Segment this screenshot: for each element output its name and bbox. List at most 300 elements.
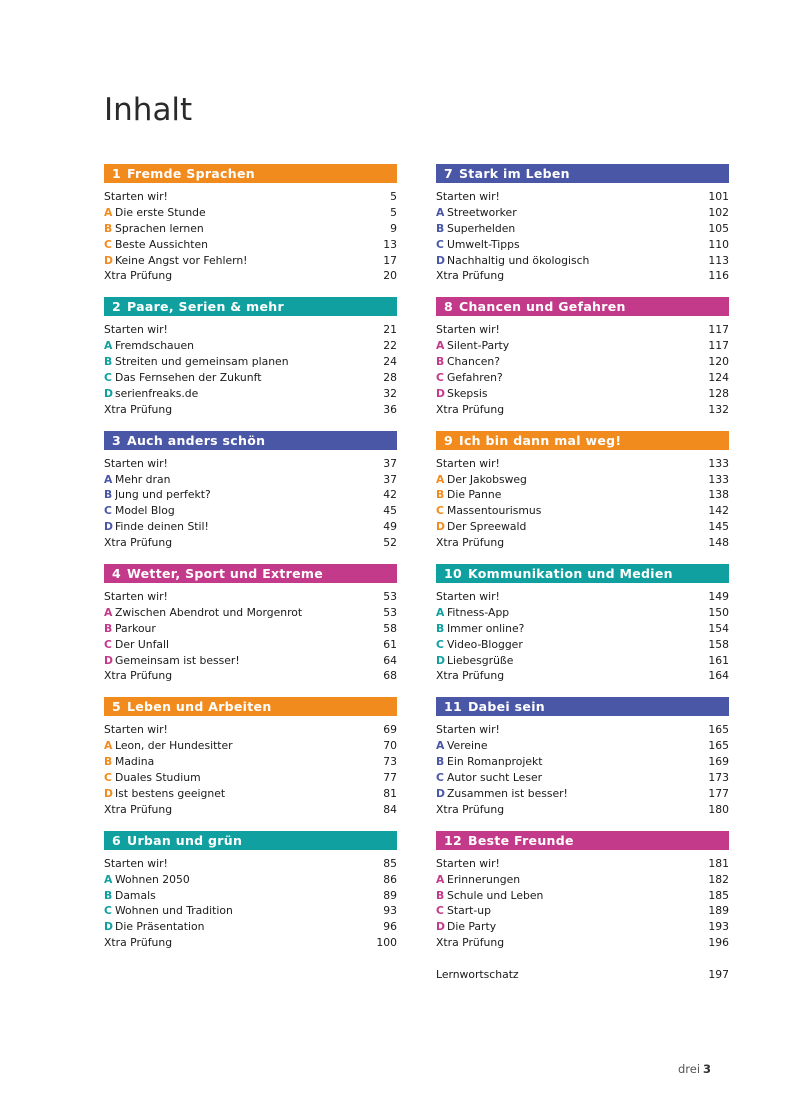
toc-entry[interactable]: [104, 535, 397, 551]
chapter-number: 8: [444, 299, 453, 315]
entry-page: 148: [708, 536, 729, 550]
entry-title: Wohnen 2050: [115, 872, 190, 886]
toc-entry[interactable]: [436, 354, 729, 370]
toc-entry-lernwortschatz[interactable]: [436, 967, 729, 983]
toc-entry[interactable]: [104, 456, 397, 472]
entry-letter: D: [104, 653, 113, 667]
entry-letter: C: [104, 637, 112, 651]
entry-page: 117: [708, 339, 729, 353]
entry-page: 32: [383, 386, 397, 400]
toc-entry[interactable]: [104, 268, 397, 284]
chapter-number: 11: [444, 699, 462, 715]
toc-entry[interactable]: [436, 370, 729, 386]
entry-page: 13: [383, 237, 397, 251]
chapter-number: 3: [112, 432, 121, 448]
entry-title: Vereine: [447, 739, 488, 753]
toc-entry[interactable]: [436, 668, 729, 684]
toc-entry[interactable]: [104, 668, 397, 684]
toc-entry[interactable]: [104, 786, 397, 802]
entry-title: Starten wir!: [436, 456, 500, 470]
entry-page: 49: [383, 520, 397, 534]
toc-entry[interactable]: [436, 621, 729, 637]
entry-title: Sprachen lernen: [115, 221, 204, 235]
entry-page: 189: [708, 904, 729, 918]
entry-title: Ist bestens geeignet: [115, 786, 226, 800]
entry-page: 68: [383, 669, 397, 683]
entry-letter: A: [436, 339, 445, 353]
entry-page: 37: [383, 456, 397, 470]
entry-title: Das Fernsehen der Zukunft: [115, 371, 262, 385]
toc-entry[interactable]: [104, 322, 397, 338]
entry-title: Starten wir!: [436, 856, 500, 870]
entry-title: Xtra Prüfung: [436, 936, 505, 950]
entry-title: Gefahren?: [447, 371, 503, 385]
chapter-number: 12: [444, 832, 462, 848]
entry-page: 77: [383, 771, 397, 785]
entry-letter: B: [104, 355, 113, 369]
entry-page: 73: [383, 755, 397, 769]
entry-letter: A: [436, 739, 445, 753]
entry-title: Massentourismus: [447, 504, 542, 518]
entry-page: 158: [708, 637, 729, 651]
toc-entry[interactable]: [104, 621, 397, 637]
entry-title: Starten wir!: [104, 323, 168, 337]
entry-title: Die Party: [447, 920, 497, 934]
entry-letter: A: [436, 605, 445, 619]
section-chapter-8: [436, 297, 729, 417]
entry-title: Die erste Stunde: [115, 205, 206, 219]
entry-page: 36: [383, 402, 397, 416]
toc-entry[interactable]: [436, 519, 729, 535]
entry-page: 161: [708, 653, 729, 667]
entry-page: 61: [383, 637, 397, 651]
entry-title: Starten wir!: [436, 323, 500, 337]
toc-entry[interactable]: [436, 253, 729, 269]
entry-title: Xtra Prüfung: [104, 936, 173, 950]
chapter-title: Kommunikation und Medien: [468, 566, 673, 582]
chapter-header[interactable]: [104, 564, 397, 583]
entry-title: Streetworker: [447, 205, 517, 219]
entry-letter: B: [436, 355, 445, 369]
chapter-header[interactable]: [104, 164, 397, 183]
chapter-title: Ich bin dann mal weg!: [459, 432, 622, 448]
toc-entry[interactable]: [436, 653, 729, 669]
entry-page: 138: [708, 488, 729, 502]
chapter-title: Dabei sein: [468, 699, 545, 715]
entry-title: Xtra Prüfung: [104, 669, 173, 683]
entry-letter: C: [436, 237, 444, 251]
toc-entry[interactable]: [104, 872, 397, 888]
toc-entry[interactable]: [104, 903, 397, 919]
section-chapter-4: [104, 564, 397, 684]
entry-page: 116: [708, 269, 729, 283]
entry-title: Xtra Prüfung: [104, 402, 173, 416]
toc-entry[interactable]: [436, 605, 729, 621]
toc-column-right: [436, 164, 729, 983]
entry-title: Xtra Prüfung: [436, 402, 505, 416]
page-number: 3: [703, 1062, 712, 1076]
entry-letter: B: [104, 488, 113, 502]
toc-entry[interactable]: [104, 802, 397, 818]
entry-letter: B: [436, 621, 445, 635]
section-chapter-11: [436, 697, 729, 817]
section-chapter-7: [436, 164, 729, 284]
entry-letter: D: [436, 786, 445, 800]
chapter-number: 1: [112, 166, 121, 181]
entry-page: 169: [708, 755, 729, 769]
toc-entry[interactable]: [104, 770, 397, 786]
entry-letter: D: [436, 653, 445, 667]
entry-letter: B: [436, 221, 445, 235]
entry-title: Erinnerungen: [447, 872, 521, 886]
chapter-header[interactable]: [104, 697, 397, 716]
toc-entry[interactable]: [436, 589, 729, 605]
entry-letter: A: [104, 739, 113, 753]
entry-letter: C: [436, 637, 444, 651]
entry-title: Model Blog: [115, 504, 175, 518]
page-title: Inhalt: [104, 92, 193, 128]
chapter-title: Chancen und Gefahren: [459, 299, 626, 315]
page-footer: [678, 1062, 711, 1076]
entry-page: 145: [708, 520, 729, 534]
toc-entry[interactable]: [436, 503, 729, 519]
chapter-number: 5: [112, 699, 121, 715]
entry-page: 133: [708, 472, 729, 486]
entry-title: Zusammen ist besser!: [447, 786, 568, 800]
entry-title: Der Jakobsweg: [447, 472, 527, 486]
entry-page: 22: [383, 339, 397, 353]
entry-page: 173: [708, 771, 729, 785]
entry-page: 128: [708, 386, 729, 400]
entry-title: Xtra Prüfung: [104, 269, 173, 283]
entry-page: 100: [376, 936, 397, 950]
entry-title: Parkour: [115, 621, 156, 635]
toc-entry[interactable]: [436, 535, 729, 551]
entry-title: Starten wir!: [104, 590, 168, 604]
entry-title: Video-Blogger: [447, 637, 523, 651]
entry-title: Xtra Prüfung: [436, 802, 505, 816]
entry-letter: D: [104, 386, 113, 400]
entry-title: Madina: [115, 755, 155, 769]
entry-page: 53: [383, 590, 397, 604]
toc-entry[interactable]: [436, 802, 729, 818]
toc-entry[interactable]: [436, 205, 729, 221]
entry-page: 5: [390, 205, 397, 219]
toc-entry[interactable]: [436, 637, 729, 653]
entry-page: 24: [383, 355, 397, 369]
entry-title: Starten wir!: [104, 456, 168, 470]
entry-letter: B: [104, 221, 113, 235]
entry-page: 69: [383, 723, 397, 737]
entry-title: Lernwortschatz: [436, 968, 519, 982]
entry-letter: B: [104, 621, 113, 635]
entry-title: Streiten und gemeinsam planen: [115, 355, 289, 369]
entry-title: Finde deinen Stil!: [115, 520, 209, 534]
entry-page: 110: [708, 237, 729, 251]
entry-letter: A: [436, 472, 445, 486]
toc-entry[interactable]: [104, 722, 397, 738]
entry-page: 20: [383, 269, 397, 283]
entry-title: Ein Romanprojekt: [447, 755, 543, 769]
toc-entry[interactable]: [436, 754, 729, 770]
chapter-number: 9: [444, 432, 453, 448]
page-number-word: drei: [678, 1062, 701, 1076]
entry-page: 52: [383, 536, 397, 550]
toc-entry[interactable]: [104, 856, 397, 872]
entry-page: 21: [383, 323, 397, 337]
toc-entry[interactable]: [436, 456, 729, 472]
entry-letter: D: [104, 253, 113, 267]
entry-page: 181: [708, 856, 729, 870]
chapter-header[interactable]: [436, 297, 729, 316]
entry-title: Xtra Prüfung: [104, 536, 173, 550]
toc-entry[interactable]: [436, 770, 729, 786]
section-chapter-1: [104, 164, 397, 284]
toc-entry[interactable]: [436, 786, 729, 802]
entry-title: Skepsis: [447, 386, 488, 400]
entry-page: 53: [383, 605, 397, 619]
section-chapter-5: [104, 697, 397, 817]
entry-page: 120: [708, 355, 729, 369]
entry-page: 5: [390, 190, 397, 203]
chapter-number: 10: [444, 566, 462, 582]
entry-letter: B: [436, 755, 445, 769]
toc-entry[interactable]: [436, 386, 729, 402]
entry-title: Der Unfall: [115, 637, 169, 651]
chapter-title: Fremde Sprachen: [127, 166, 255, 181]
entry-title: Umwelt-Tipps: [447, 237, 520, 251]
section-chapter-3: [104, 431, 397, 551]
entry-title: Jung und perfekt?: [115, 488, 211, 502]
chapter-header[interactable]: [436, 831, 729, 850]
toc-entry[interactable]: [104, 221, 397, 237]
entry-page: 89: [383, 888, 397, 902]
entry-title: Silent-Party: [447, 339, 510, 353]
entry-letter: C: [436, 904, 444, 918]
chapter-title: Wetter, Sport und Extreme: [127, 566, 324, 582]
section-chapter-10: [436, 564, 729, 684]
entry-title: Xtra Prüfung: [104, 802, 173, 816]
toc-entry[interactable]: [436, 903, 729, 919]
entry-title: Starten wir!: [104, 856, 168, 870]
section-chapter-12: [436, 831, 729, 951]
entry-title: Zwischen Abendrot und Morgenrot: [115, 605, 303, 619]
chapter-title: Leben und Arbeiten: [127, 699, 272, 715]
entry-title: Die Panne: [447, 488, 502, 502]
toc-entry[interactable]: [104, 519, 397, 535]
entry-title: Fitness-App: [447, 605, 510, 619]
toc-entry[interactable]: [104, 205, 397, 221]
entry-letter: D: [436, 253, 445, 267]
toc-entry[interactable]: [104, 386, 397, 402]
entry-page: 142: [708, 504, 729, 518]
toc-entry[interactable]: [104, 354, 397, 370]
toc-entry[interactable]: [436, 722, 729, 738]
entry-page: 84: [383, 802, 397, 816]
toc-entry[interactable]: [104, 919, 397, 935]
toc-entry[interactable]: [104, 370, 397, 386]
entry-letter: A: [104, 339, 113, 353]
entry-page: 165: [708, 739, 729, 753]
entry-title: Start-up: [447, 904, 491, 918]
entry-letter: D: [436, 520, 445, 534]
toc-entry[interactable]: [436, 919, 729, 935]
chapter-title: Urban und grün: [127, 832, 243, 848]
entry-title: Nachhaltig und ökologisch: [447, 253, 590, 267]
section-chapter-6: [104, 831, 397, 951]
entry-letter: C: [104, 904, 112, 918]
entry-letter: D: [104, 786, 113, 800]
chapter-header[interactable]: [436, 697, 729, 716]
entry-letter: C: [436, 371, 444, 385]
entry-letter: B: [436, 888, 445, 902]
toc-entry[interactable]: [104, 888, 397, 904]
toc-entry[interactable]: [104, 653, 397, 669]
entry-page: 177: [708, 786, 729, 800]
toc-entry[interactable]: [104, 402, 397, 418]
entry-page: 154: [708, 621, 729, 635]
toc-entry[interactable]: [104, 935, 397, 951]
entry-title: Starten wir!: [436, 190, 500, 203]
section-chapter-9: [436, 431, 729, 551]
chapter-header[interactable]: [104, 297, 397, 316]
entry-page: 85: [383, 856, 397, 870]
entry-page: 105: [708, 221, 729, 235]
entry-title: Schule und Leben: [447, 888, 544, 902]
entry-letter: D: [104, 920, 113, 934]
toc-entry[interactable]: [104, 605, 397, 621]
toc-entry[interactable]: [104, 253, 397, 269]
chapter-header[interactable]: [436, 564, 729, 583]
chapter-number: 2: [112, 299, 121, 315]
entry-letter: B: [436, 488, 445, 502]
entry-page: 101: [708, 190, 729, 203]
entry-letter: C: [436, 504, 444, 518]
toc-entry[interactable]: [436, 268, 729, 284]
toc-entry[interactable]: [436, 472, 729, 488]
entry-title: Gemeinsam ist besser!: [115, 653, 240, 667]
entry-page: 182: [708, 872, 729, 886]
entry-title: Duales Studium: [115, 771, 201, 785]
entry-page: 196: [708, 936, 729, 950]
entry-page: 180: [708, 802, 729, 816]
toc-entry[interactable]: [104, 487, 397, 503]
entry-letter: D: [436, 920, 445, 934]
toc-entry[interactable]: [436, 338, 729, 354]
entry-title: Xtra Prüfung: [436, 269, 505, 283]
entry-page: 93: [383, 904, 397, 918]
entry-page: 70: [383, 739, 397, 753]
entry-page: 197: [708, 968, 729, 982]
chapter-header[interactable]: [104, 831, 397, 850]
entry-title: serienfreaks.de: [115, 386, 199, 400]
toc-entry[interactable]: [436, 402, 729, 418]
entry-letter: A: [436, 205, 445, 219]
section-chapter-2: [104, 297, 397, 417]
entry-title: Beste Aussichten: [115, 237, 208, 251]
toc-entry[interactable]: [104, 338, 397, 354]
entry-title: Starten wir!: [104, 723, 168, 737]
entry-page: 133: [708, 456, 729, 470]
entry-page: 9: [390, 221, 397, 235]
entry-letter: B: [104, 755, 113, 769]
entry-letter: D: [436, 386, 445, 400]
toc-entry[interactable]: [436, 322, 729, 338]
entry-title: Autor sucht Leser: [447, 771, 543, 785]
entry-letter: C: [104, 237, 112, 251]
entry-title: Xtra Prüfung: [436, 669, 505, 683]
entry-title: Damals: [115, 888, 156, 902]
entry-letter: A: [104, 605, 113, 619]
toc-entry[interactable]: [436, 189, 729, 205]
toc-entry[interactable]: [104, 237, 397, 253]
toc-column-left: [104, 164, 397, 964]
entry-page: 164: [708, 669, 729, 683]
toc-entry[interactable]: [436, 888, 729, 904]
entry-page: 28: [383, 371, 397, 385]
entry-title: Superhelden: [447, 221, 516, 235]
toc-entry[interactable]: [104, 503, 397, 519]
entry-page: 165: [708, 723, 729, 737]
entry-page: 132: [708, 402, 729, 416]
entry-page: 58: [383, 621, 397, 635]
toc-entry[interactable]: [436, 856, 729, 872]
toc-entry[interactable]: [104, 472, 397, 488]
chapter-number: 4: [112, 566, 121, 582]
entry-page: 96: [383, 920, 397, 934]
toc-entry[interactable]: [104, 189, 397, 205]
entry-letter: C: [104, 771, 112, 785]
entry-title: Die Präsentation: [115, 920, 205, 934]
entry-page: 113: [708, 253, 729, 267]
toc-entry[interactable]: [104, 754, 397, 770]
toc-entry[interactable]: [436, 221, 729, 237]
chapter-title: Beste Freunde: [468, 832, 574, 848]
entry-letter: C: [104, 371, 112, 385]
toc-entry[interactable]: [104, 738, 397, 754]
chapter-title: Stark im Leben: [459, 166, 570, 181]
entry-letter: B: [104, 888, 113, 902]
entry-page: 64: [383, 653, 397, 667]
chapter-header[interactable]: [104, 431, 397, 450]
entry-page: 193: [708, 920, 729, 934]
entry-title: Starten wir!: [436, 590, 500, 604]
entry-title: Xtra Prüfung: [436, 536, 505, 550]
entry-letter: A: [104, 472, 113, 486]
entry-letter: A: [436, 872, 445, 886]
entry-title: Leon, der Hundesitter: [115, 739, 233, 753]
entry-title: Mehr dran: [115, 472, 171, 486]
entry-page: 81: [383, 786, 397, 800]
chapter-title: Paare, Serien & mehr: [127, 299, 284, 315]
chapter-header[interactable]: [436, 164, 729, 183]
chapter-number: 7: [444, 166, 453, 181]
toc-entry[interactable]: [104, 589, 397, 605]
entry-title: Wohnen und Tradition: [115, 904, 233, 918]
toc-entry[interactable]: [436, 935, 729, 951]
entry-page: 185: [708, 888, 729, 902]
entry-title: Chancen?: [447, 355, 500, 369]
chapter-number: 6: [112, 832, 121, 848]
entry-title: Starten wir!: [436, 723, 500, 737]
toc-entry[interactable]: [436, 237, 729, 253]
toc-entry[interactable]: [104, 637, 397, 653]
toc-entry[interactable]: [436, 872, 729, 888]
entry-title: Immer online?: [447, 621, 525, 635]
toc-entry[interactable]: [436, 738, 729, 754]
toc-entry[interactable]: [436, 487, 729, 503]
chapter-header[interactable]: [436, 431, 729, 450]
